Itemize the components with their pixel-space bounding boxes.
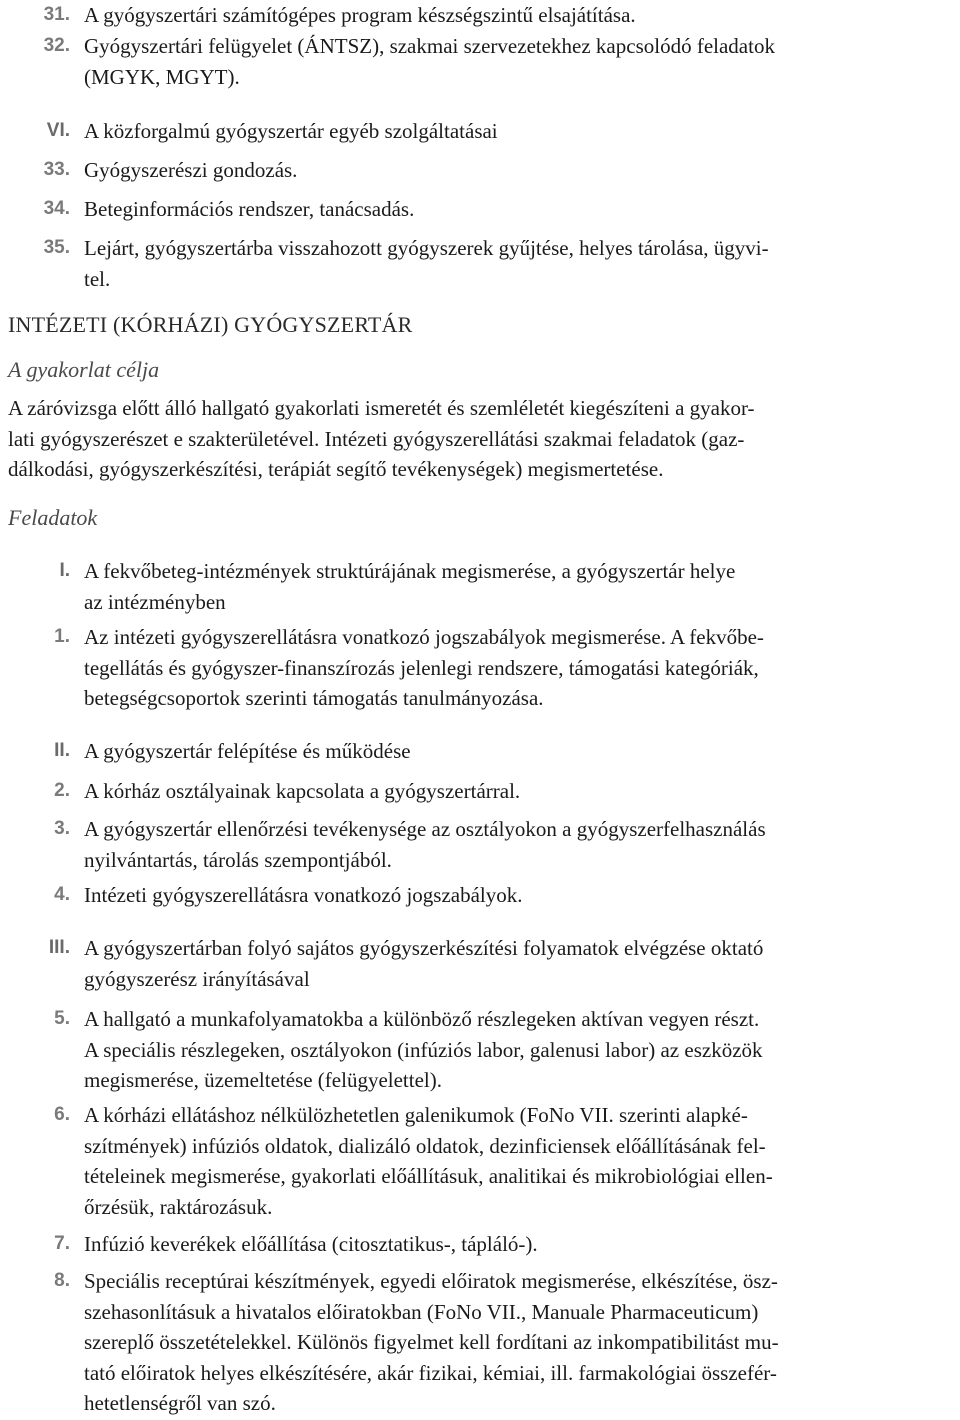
item-number: 4. bbox=[54, 884, 70, 905]
item-text: megismerése, üzemeltetése (felügyelettel). bbox=[84, 1068, 442, 1092]
section-heading-vi bbox=[0, 116, 960, 147]
task-item-2 bbox=[0, 776, 960, 807]
item-text: A gyógyszertár ellenőrzési tevékenysége az osztályokon a gyógyszerfelhasználás bbox=[84, 817, 766, 841]
item-text: A gyógyszertári számítógépes program készségszintű elsajátítása. bbox=[84, 3, 636, 27]
item-text: Gyógyszertári felügyelet (ÁNTSZ), szakmai szervezetekhez kapcsolódó feladatok bbox=[84, 34, 775, 58]
paragraph-line: dálkodási, gyógyszerkészítési, terápiát segítő tevékenységek) megismertetése. bbox=[8, 457, 664, 481]
list-item-35 bbox=[0, 233, 960, 294]
item-number: 8. bbox=[54, 1270, 70, 1291]
item-number: 31. bbox=[43, 4, 70, 25]
paragraph-line: A záróvizsga előtt álló hallgató gyakorlati ismeretét és szemléletét kiegészíteni a gyakor- bbox=[8, 396, 755, 420]
task-item-1 bbox=[0, 622, 960, 714]
item-text: Intézeti gyógyszerellátásra vonatkozó jogszabályok. bbox=[84, 883, 523, 907]
item-text: nyilvántartás, tárolás szempontjából. bbox=[84, 847, 392, 872]
task-item-5 bbox=[0, 1004, 960, 1096]
item-text: Gyógyszerészi gondozás. bbox=[84, 158, 298, 182]
list-item-32 bbox=[0, 31, 960, 92]
tasks-label: Feladatok bbox=[8, 505, 98, 530]
item-text: szereplő összetételekkel. Különös figyelmet kell fordítani az inkompatibilitást mu- bbox=[84, 1330, 779, 1354]
item-text: az intézményben bbox=[84, 589, 226, 614]
item-number: 33. bbox=[43, 159, 70, 180]
item-text: hetetlenségről van szó. bbox=[84, 1391, 276, 1415]
item-text: tel. bbox=[84, 266, 111, 291]
item-text: A speciális részlegeken, osztályokon (infúziós labor, galenusi labor) az eszközök bbox=[84, 1037, 763, 1062]
task-item-6 bbox=[0, 1100, 960, 1222]
item-text: Infúzió keverékek előállítása (citosztatikus-, tápláló-). bbox=[84, 1232, 538, 1256]
item-text: betegségcsoportok szerinti támogatás tanulmányozása. bbox=[84, 686, 544, 710]
item-text: A kórház osztályainak kapcsolata a gyógyszertárral. bbox=[84, 779, 521, 803]
task-heading-i bbox=[0, 556, 960, 617]
goal-label: A gyakorlat célja bbox=[8, 357, 160, 382]
item-text: Lejárt, gyógyszertárba visszahozott gyógyszerek gyűjtése, helyes tárolása, ügyvi- bbox=[84, 236, 769, 260]
item-text: A fekvőbeteg-intézmények struktúrájának megismerése, a gyógyszertár helye bbox=[84, 559, 736, 583]
item-number: 34. bbox=[43, 198, 70, 219]
item-number: VI. bbox=[46, 120, 70, 141]
item-text: szítmények) infúziós oldatok, dializáló oldatok, dezinficiensek előállításának fel- bbox=[84, 1133, 766, 1158]
item-number: I. bbox=[59, 560, 70, 581]
item-text: A gyógyszertárban folyó sajátos gyógyszerkészítési folyamatok elvégzése oktató bbox=[84, 936, 764, 960]
task-item-7 bbox=[0, 1229, 960, 1260]
item-text: (MGYK, MGYT). bbox=[84, 64, 240, 89]
item-text: A hallgató a munkafolyamatokba a különböző részlegeken aktívan vegyen részt. bbox=[84, 1007, 760, 1031]
item-number: 6. bbox=[54, 1104, 70, 1125]
item-number: III. bbox=[48, 937, 70, 958]
item-number: 3. bbox=[54, 818, 70, 839]
item-number: 32. bbox=[43, 35, 70, 56]
item-text: tató előiratok helyes elkészítésére, akár fizikai, kémiai, ill. farmakológiai összefér- bbox=[84, 1360, 777, 1385]
task-heading-ii bbox=[0, 736, 960, 767]
list-item-34 bbox=[0, 194, 960, 225]
item-text: Beteginformációs rendszer, tanácsadás. bbox=[84, 197, 415, 221]
item-number: 5. bbox=[54, 1008, 70, 1029]
goal-paragraph bbox=[8, 393, 953, 485]
item-number: II. bbox=[54, 740, 70, 761]
list-item-33 bbox=[0, 155, 960, 186]
paragraph-line: lati gyógyszerészet e szakterületével. Intézeti gyógyszerellátási szakmai feladatok (gaz- bbox=[8, 426, 745, 451]
task-item-4 bbox=[0, 880, 960, 911]
item-text: tegellátás és gyógyszer-finanszírozás jelenlegi rendszere, támogatási kategóriák, bbox=[84, 655, 759, 680]
item-text: tételeinek megismerése, gyakorlati előállításuk, analitikai és mikrobiológiai ellen- bbox=[84, 1164, 773, 1188]
item-text: gyógyszerész irányításával bbox=[84, 966, 310, 991]
item-text: Az intézeti gyógyszerellátásra vonatkozó jogszabályok megismerése. A fekvőbe- bbox=[84, 625, 764, 649]
item-text: Speciális receptúrai készítmények, egyedi előiratok megismerése, elkészítése, ösz- bbox=[84, 1269, 778, 1293]
task-heading-iii bbox=[0, 933, 960, 994]
list-item-31 bbox=[0, 0, 960, 31]
item-number: 1. bbox=[54, 626, 70, 647]
item-text: szehasonlításuk a hivatalos előiratokban (FoNo VII., Manuale Pharmaceuticum) bbox=[84, 1299, 759, 1324]
item-number: 35. bbox=[43, 237, 70, 258]
item-number: 2. bbox=[54, 780, 70, 801]
item-text: A kórházi ellátáshoz nélkülözhetetlen galenikumok (FoNo VII. szerinti alapké- bbox=[84, 1103, 748, 1127]
item-number: 7. bbox=[54, 1233, 70, 1254]
item-text: A közforgalmú gyógyszertár egyéb szolgáltatásai bbox=[84, 119, 498, 143]
task-item-8 bbox=[0, 1266, 960, 1419]
item-text: őrzésük, raktározásuk. bbox=[84, 1194, 273, 1219]
section-title: INTÉZETI (KÓRHÁZI) GYÓGYSZERTÁR bbox=[8, 312, 413, 337]
item-text: A gyógyszertár felépítése és működése bbox=[84, 739, 411, 763]
task-item-3 bbox=[0, 814, 960, 875]
